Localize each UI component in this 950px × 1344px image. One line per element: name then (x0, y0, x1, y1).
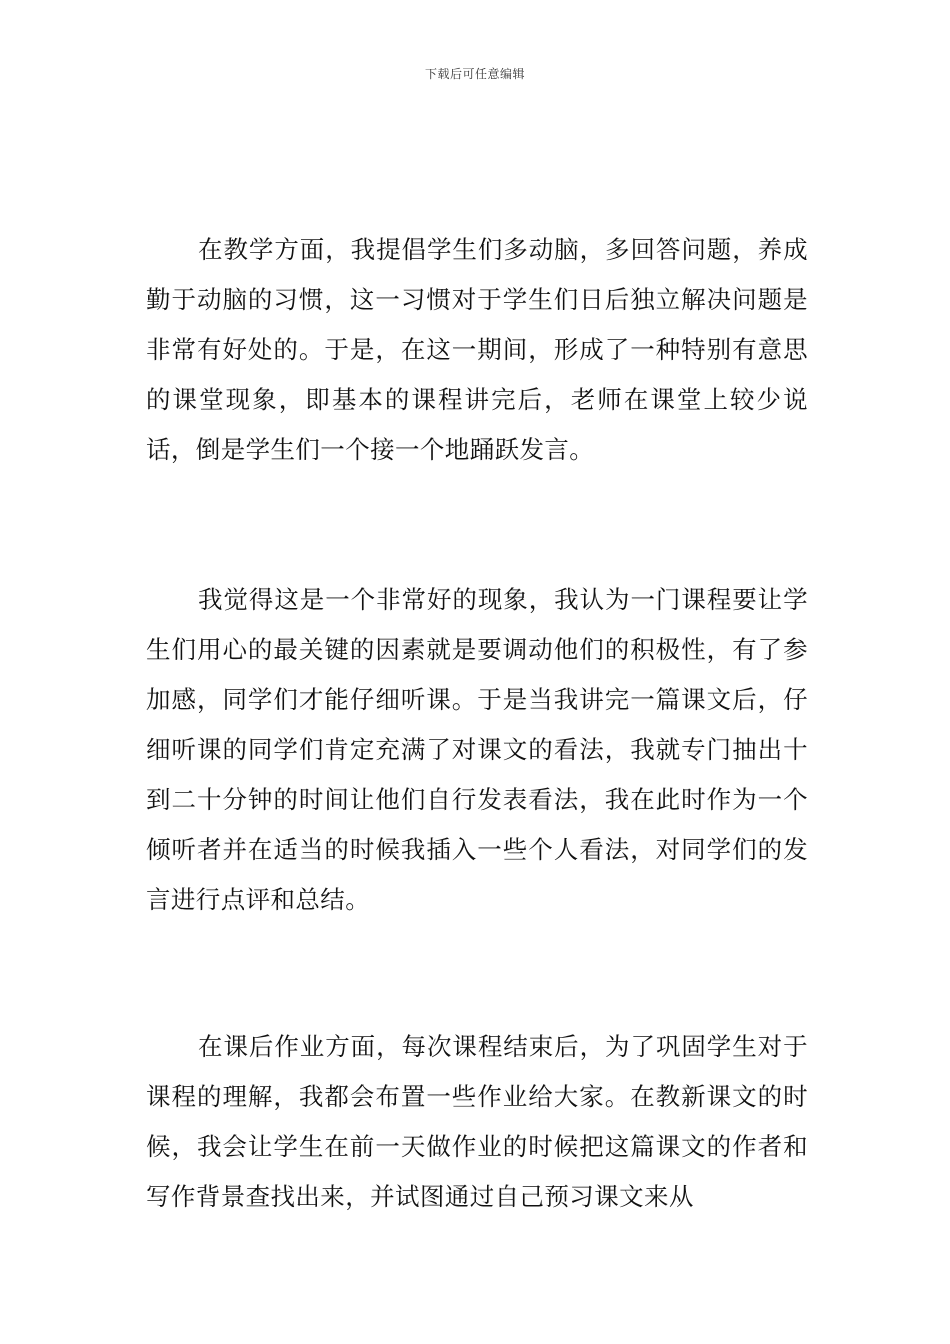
paragraph-teaching-approach: 在教学方面，我提倡学生们多动脑，多回答问题，养成勤于动脑的习惯，这一习惯对于学生们日后独立解决问题是非常有好处的。于是，在这一期间，形成了一种特别有意思的课堂现象，即基本的课程讲完后，老师在课堂上较少说话，倒是学生们一个接一个地踊跃发言。 (146, 235, 808, 464)
page-header-note: 下载后可任意编辑 (424, 67, 525, 81)
paragraph-student-engagement: 我觉得这是一个非常好的现象，我认为一门课程要让学生们用心的最关键的因素就是要调动他们的积极性，有了参加感，同学们才能仔细听课。于是当我讲完一篇课文后，仔细听课的同学们肯定充满了对课文的看法，我就专门抽出十到二十分钟的时间让他们自行发表看法，我在此时作为一个倾听者并在适当的时候我插入一些个人看法，对同学们的发言进行点评和总结。 (146, 585, 808, 914)
paragraph-homework: 在课后作业方面，每次课程结束后，为了巩固学生对于课程的理解，我都会布置一些作业给大家。在教新课文的时候，我会让学生在前一天做作业的时候把这篇课文的作者和写作背景查找出来，并试图通过自己预习课文来从 (146, 1032, 808, 1211)
